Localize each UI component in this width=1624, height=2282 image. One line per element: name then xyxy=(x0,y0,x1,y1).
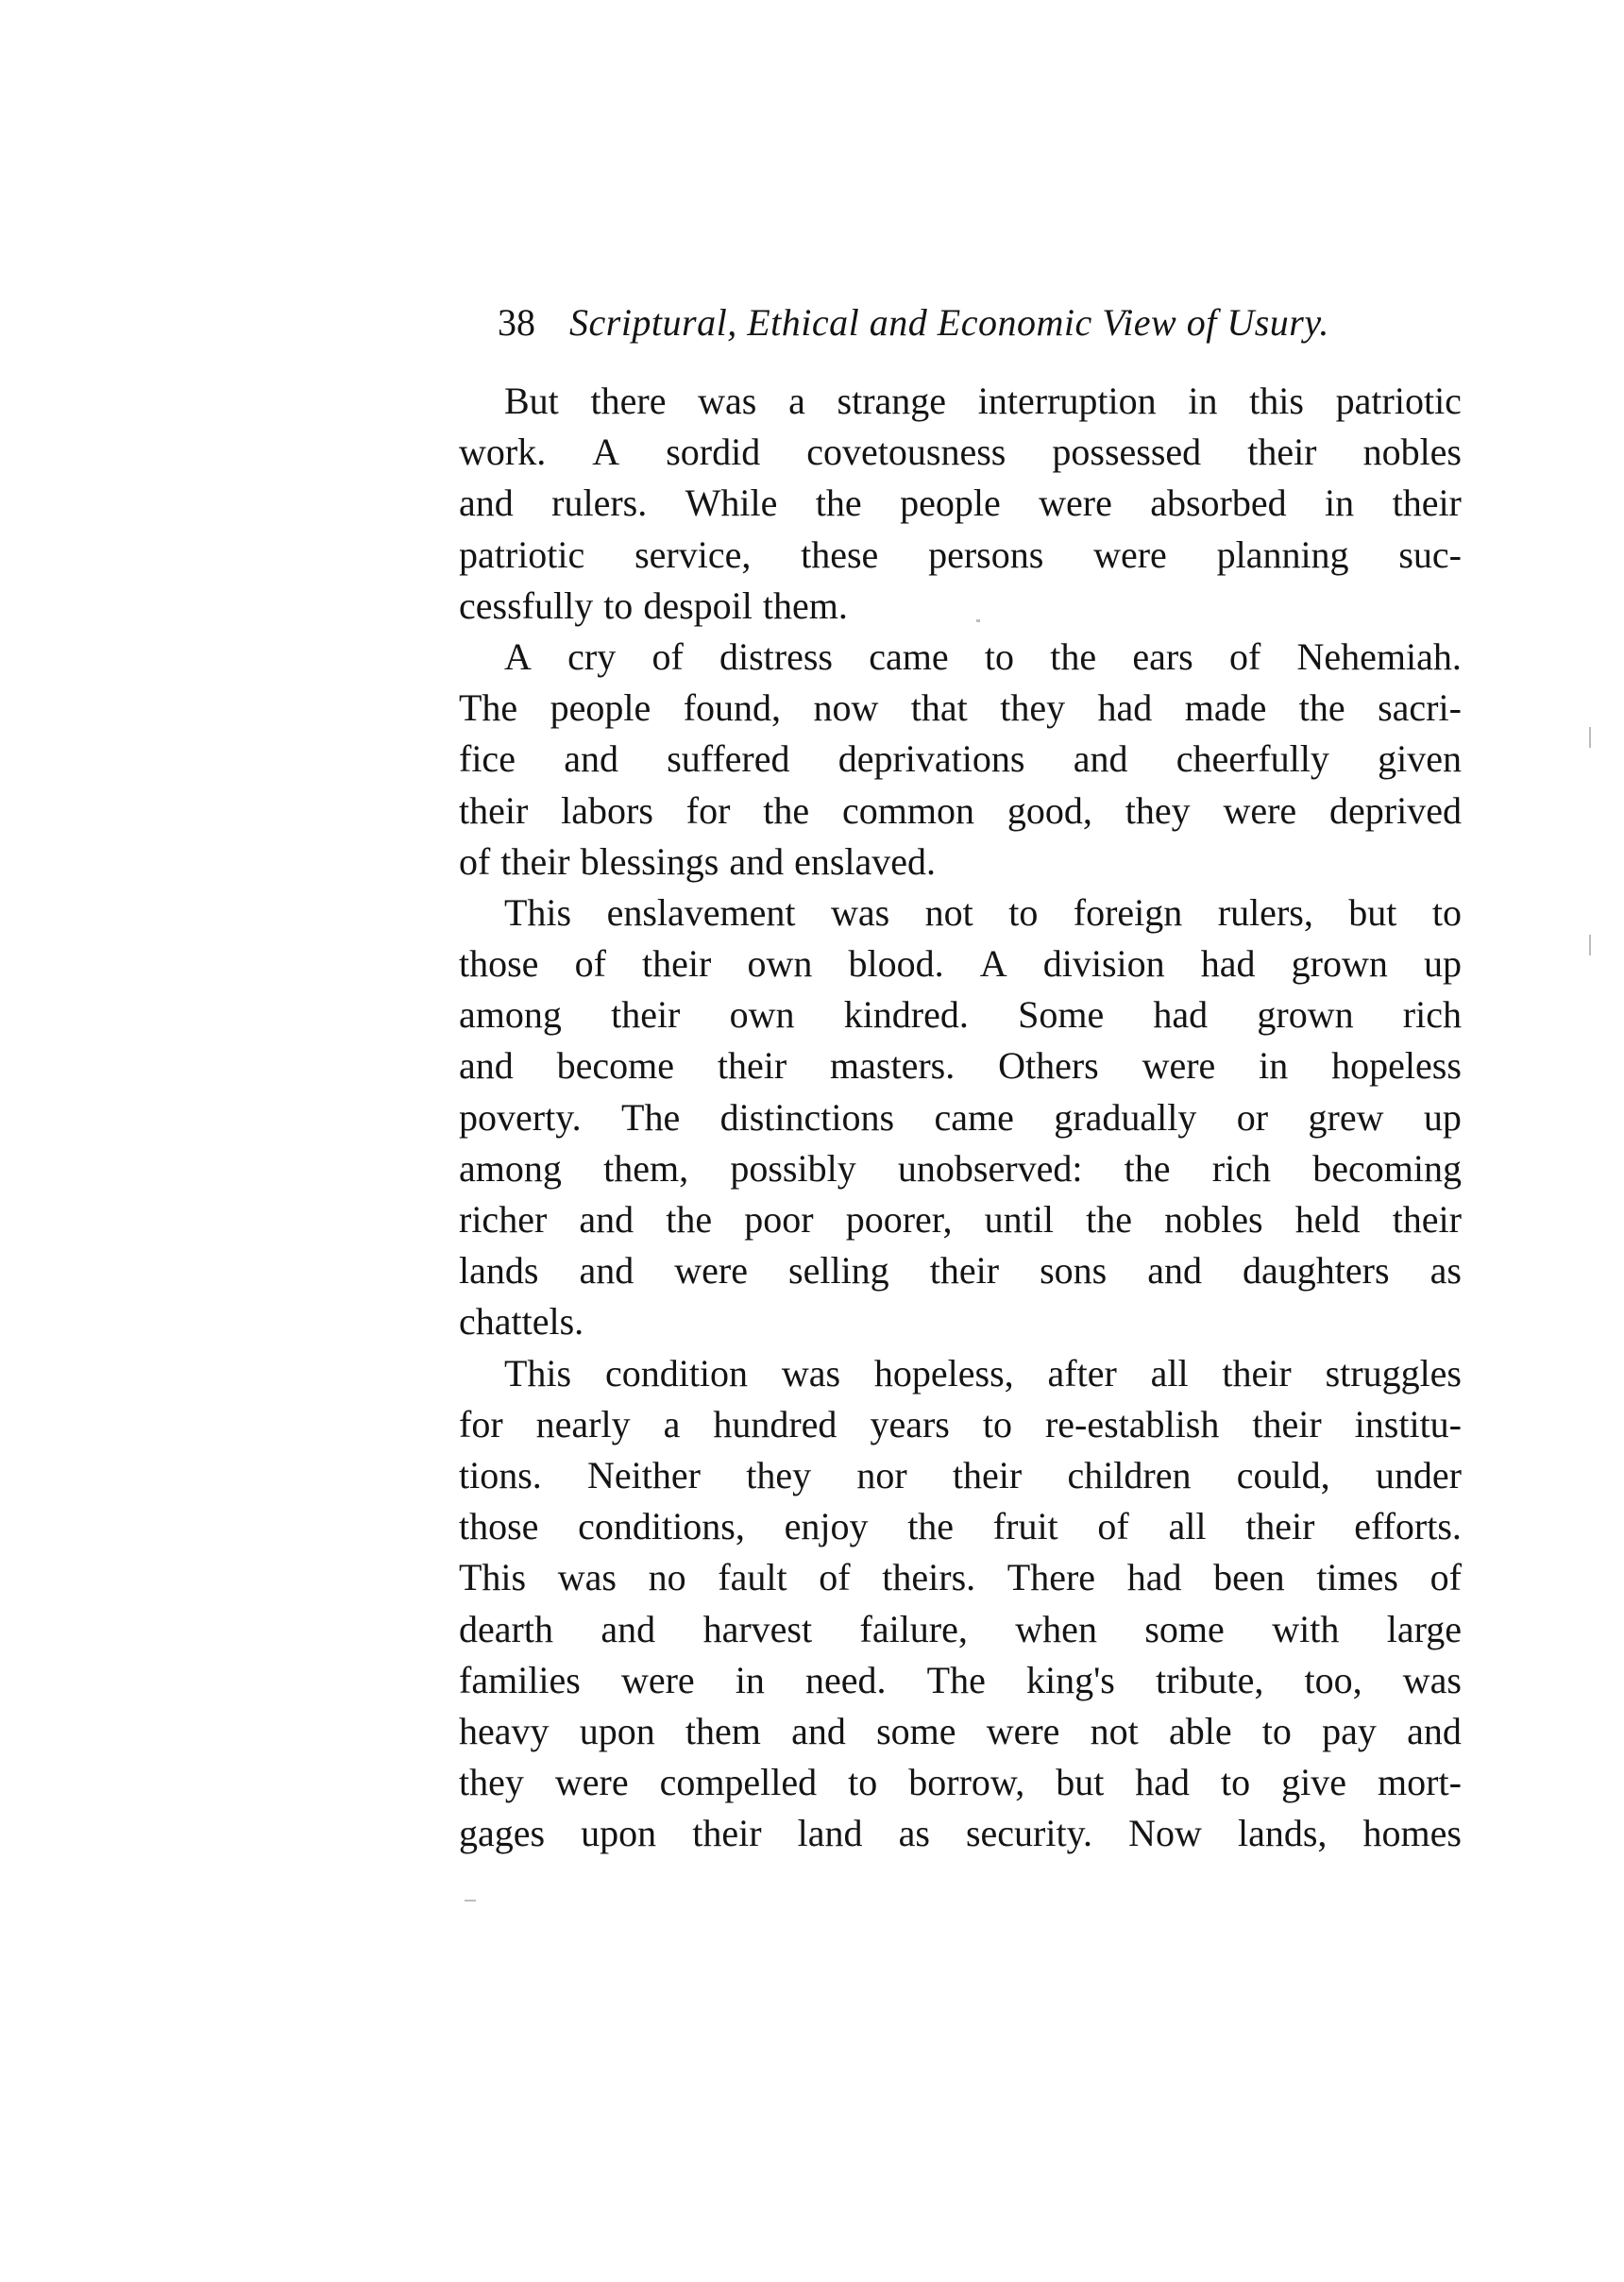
text-line: for nearly a hundred years to re-establish their institu- xyxy=(459,1402,1462,1445)
running-head xyxy=(498,295,1470,351)
text-line: and rulers. While the people were absorbed in their xyxy=(459,482,1462,525)
paragraph xyxy=(459,632,1462,887)
text-line: those of their own blood. A division had grown up xyxy=(459,942,1462,986)
text-line: A cry of distress came to the ears of Nehemiah. xyxy=(504,634,1462,678)
text-line: of their blessings and enslaved. xyxy=(459,839,937,883)
text-line: families were in need. The king's tribute, too, was xyxy=(459,1658,1462,1701)
text-line: those conditions, enjoy the fruit of all their efforts. xyxy=(459,1505,1462,1548)
text-line: among their own kindred. Some had grown rich xyxy=(459,993,1462,1037)
text-line: richer and the poor poorer, until the nobles held their xyxy=(459,1198,1462,1241)
scan-speck xyxy=(465,1900,476,1902)
scan-speck xyxy=(1589,935,1591,955)
text-line: This enslavement was not to foreign rulers, but to xyxy=(504,890,1462,934)
text-line: fice and suffered deprivations and cheerfully given xyxy=(459,737,1462,781)
running-title: Scriptural, Ethical and Economic View of Usury. xyxy=(569,301,1329,344)
text-line: heavy upon them and some were not able to pay and xyxy=(459,1709,1462,1752)
page-number: 38 xyxy=(498,301,535,344)
text-line: patriotic service, these persons were planning suc- xyxy=(459,532,1462,576)
text-line: poverty. The distinctions came gradually or grew up xyxy=(459,1095,1462,1139)
text-line: tions. Neither they nor their children could, under xyxy=(459,1453,1462,1496)
text-line: The people found, now that they had made the sacri- xyxy=(459,686,1462,730)
text-line: This condition was hopeless, after all their struggles xyxy=(504,1351,1462,1395)
scan-speck xyxy=(976,619,980,622)
text-line: they were compelled to borrow, but had to give mort- xyxy=(459,1761,1462,1804)
text-line: chattels. xyxy=(459,1300,584,1344)
scan-speck xyxy=(1589,727,1591,748)
paragraph xyxy=(459,376,1462,632)
text-line: their labors for the common good, they were deprived xyxy=(459,788,1462,832)
text-line: gages upon their land as security. Now lands, homes xyxy=(459,1812,1462,1855)
text-line: cessfully to despoil them. xyxy=(459,583,848,627)
body-text xyxy=(459,376,1462,1859)
paragraph xyxy=(459,887,1462,1348)
text-line: This was no fault of theirs. There had been times of xyxy=(459,1556,1462,1599)
text-line: lands and were selling their sons and daughters as xyxy=(459,1249,1462,1293)
text-line: work. A sordid covetousness possessed their nobles xyxy=(459,431,1462,474)
text-line: and become their masters. Others were in hopeless xyxy=(459,1044,1462,1088)
text-line: dearth and harvest failure, when some with large xyxy=(459,1607,1462,1650)
text-line: among them, possibly unobserved: the rich becoming xyxy=(459,1146,1462,1190)
text-line: But there was a strange interruption in this patriotic xyxy=(504,380,1462,422)
paragraph xyxy=(459,1348,1462,1860)
